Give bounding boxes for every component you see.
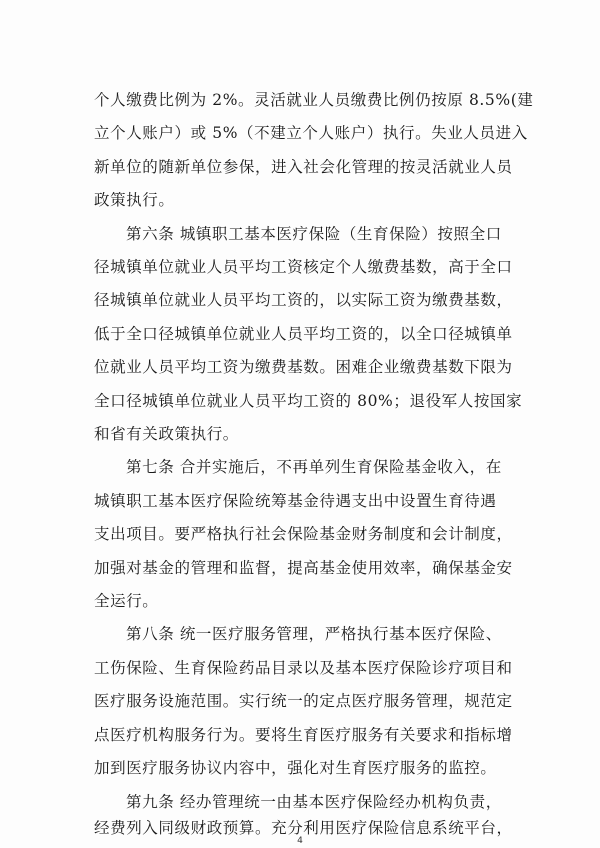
text-line: 加强对基金的管理和监督，提高基金使用效率，确保基金安 — [94, 559, 513, 577]
text-line: 低于全口径城镇单位就业人员平均工资的，以全口径城镇单 — [94, 325, 513, 343]
article-8-heading-line: 第八条 统一医疗服务管理，严格执行基本医疗保险、 — [126, 625, 502, 643]
text-line: 位就业人员平均工资为缴费基数。困难企业缴费基数下限为 — [94, 358, 513, 376]
text-line: 和省有关政策执行。 — [94, 425, 239, 443]
text-line: 工伤保险、生育保险药品目录以及基本医疗保险诊疗项目和 — [94, 659, 513, 677]
text-line: 城镇职工基本医疗保险统筹基金待遇支出中设置生育待遇 — [94, 492, 497, 510]
article-6-heading-line: 第六条 城镇职工基本医疗保险（生育保险）按照全口 — [126, 225, 502, 243]
text-line: 个人缴费比例为 2%。灵活就业人员缴费比例仍按原 8.5%(建 — [94, 91, 534, 109]
text-line: 径城镇单位就业人员平均工资的，以实际工资为缴费基数， — [94, 291, 513, 309]
article-7-heading-line: 第七条 合并实施后，不再单列生育保险基金收入，在 — [126, 458, 502, 476]
text-line: 支出项目。要严格执行社会保险基金财务制度和会计制度， — [94, 525, 513, 543]
text-line: 径城镇单位就业人员平均工资核定个人缴费基数，高于全口 — [94, 258, 513, 276]
page-number: 4 — [297, 836, 303, 846]
text-line: 全运行。 — [94, 592, 159, 610]
text-line: 点医疗机构服务行为。要将生育医疗服务有关要求和指标增 — [94, 726, 513, 744]
text-line: 全口径城镇单位就业人员平均工资的 80%；退役军人按国家 — [94, 392, 523, 410]
article-9-heading-line: 第九条 经办管理统一由基本医疗保险经办机构负责， — [126, 793, 502, 811]
text-line: 经费列入同级财政预算。充分利用医疗保险信息系统平台， — [94, 819, 513, 837]
text-line: 新单位的随新单位参保，进入社会化管理的按灵活就业人员 — [94, 158, 513, 176]
text-line: 政策执行。 — [94, 191, 175, 209]
text-line: 医疗服务设施范围。实行统一的定点医疗服务管理，规范定 — [94, 692, 513, 710]
text-line: 加到医疗服务协议内容中，强化对生育医疗服务的监控。 — [94, 759, 497, 777]
text-line: 立个人账户）或 5%（不建立个人账户）执行。失业人员进入 — [94, 124, 528, 142]
